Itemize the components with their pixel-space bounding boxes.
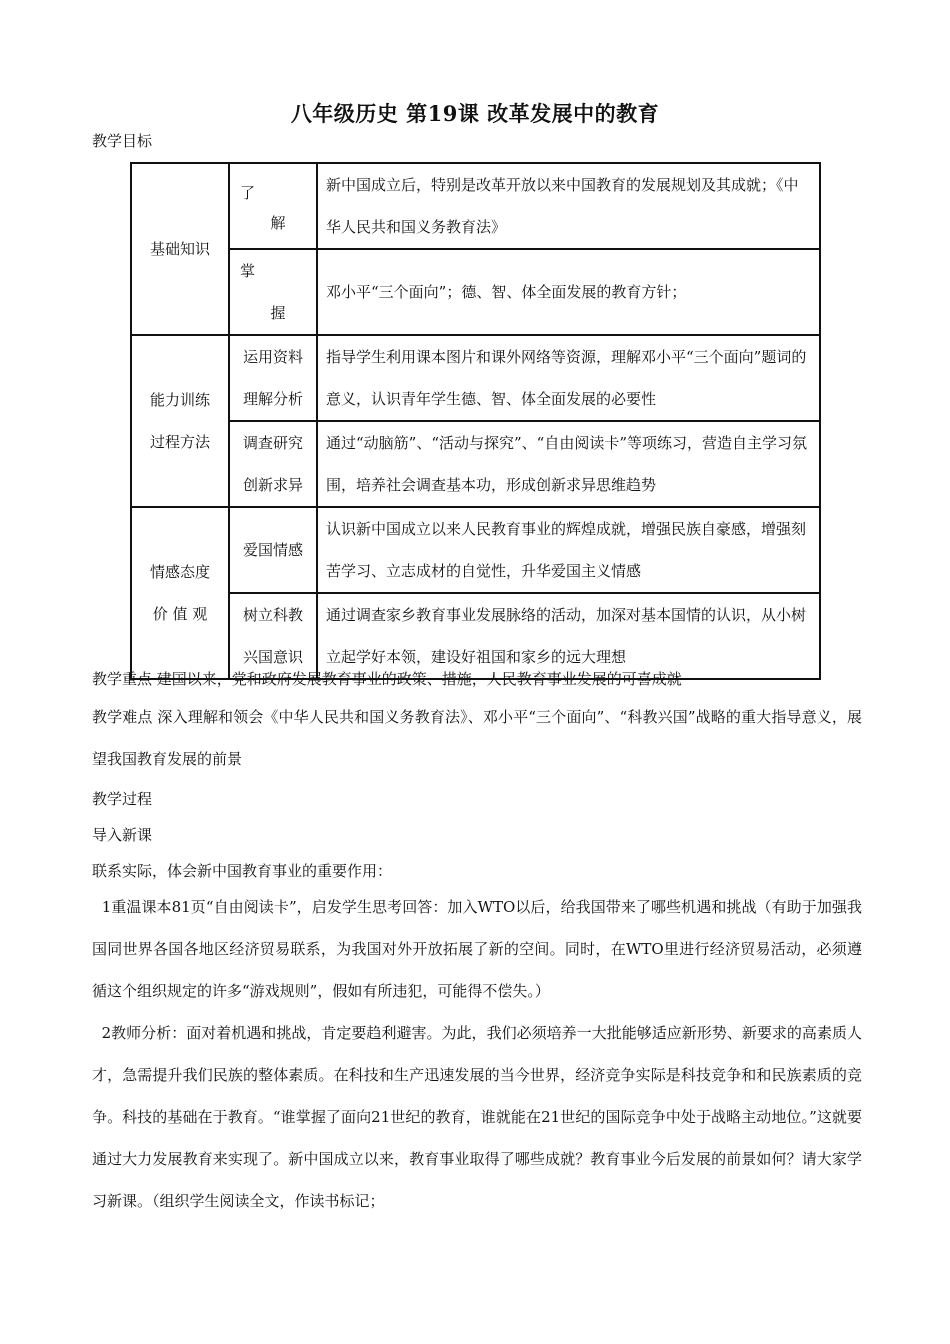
subcategory-label: 掌 xyxy=(240,262,256,280)
intro-text: 联系实际，体会新中国教育事业的重要作用： xyxy=(92,862,393,880)
subcategory-cell xyxy=(229,335,317,421)
subcategory-cell xyxy=(229,163,317,249)
content-cell: 通过“动脑筋”、“活动与探究”、“自由阅读卡”等项练习，营造自主学习氛围，培养社会调查基本功，形成创新求异思维趋势 xyxy=(317,421,820,507)
subcategory-label: 握 xyxy=(270,304,286,322)
category-cell xyxy=(131,335,229,507)
objectives-table xyxy=(130,162,821,680)
table-row xyxy=(131,163,820,249)
subcategory-label: 兴国意识 xyxy=(242,648,303,666)
subcategory-cell xyxy=(229,593,317,679)
category-label: 过程方法 xyxy=(149,433,210,451)
table-row xyxy=(131,335,820,421)
content-cell: 新中国成立后，特别是改革开放以来中国教育的发展规划及其成就；《中华人民共和国义务教育法》 xyxy=(317,163,820,249)
subcategory-label: 理解分析 xyxy=(242,390,303,408)
subcategory-label: 解 xyxy=(270,214,286,232)
subcategory-label: 调查研究 xyxy=(242,434,303,452)
subcategory-cell xyxy=(229,507,317,593)
category-label: 能力训练 xyxy=(149,391,210,409)
step-1-paragraph: 1重温课本81页“自由阅读卡”，启发学生思考回答：加入WTO以后，给我国带来了哪些机遇和挑战（有助于加强我国同世界各国各地区经济贸易联系，为我国对外开放拓展了新的空间。同时，在WTO里进行经济贸易活动，必须遵循这个组织规定的许多“游戏规则”，假如有所违犯，可能得不偿失。） xyxy=(92,898,862,1000)
content-cell: 指导学生利用课本图片和课外网络等资源，理解邓小平“三个面向”题词的意义，认识青年学生德、智、体全面发展的必要性 xyxy=(317,335,820,421)
content-cell: 邓小平“三个面向”；德、智、体全面发展的教育方针； xyxy=(317,249,820,335)
intro-heading: 导入新课 xyxy=(92,826,153,844)
subcategory-label: 了 xyxy=(240,184,256,202)
table-row xyxy=(131,593,820,679)
category-label: 基础知识 xyxy=(149,240,210,258)
key-point: 教学重点 建国以来，党和政府发展教育事业的政策、措施，人民教育事业发展的可喜成就 xyxy=(92,670,682,688)
subcategory-label: 运用资料 xyxy=(242,348,303,366)
category-label: 价 值 观 xyxy=(152,605,208,623)
process-heading: 教学过程 xyxy=(92,790,153,808)
table-row xyxy=(131,249,820,335)
table-row xyxy=(131,507,820,593)
subcategory-label: 树立科教 xyxy=(242,606,303,624)
objectives-heading: 教学目标 xyxy=(92,132,153,150)
difficult-point: 教学难点 深入理解和领会《中华人民共和国义务教育法》、邓小平“三个面向”、“科教兴国”战略的重大指导意义，展望我国教育发展的前景 xyxy=(92,708,862,768)
subcategory-cell xyxy=(229,421,317,507)
page-title: 八年级历史 第19课 改革发展中的教育 xyxy=(290,101,660,126)
category-label: 情感态度 xyxy=(149,563,210,581)
subcategory-label: 创新求异 xyxy=(242,476,303,494)
subcategory-cell xyxy=(229,249,317,335)
table-row xyxy=(131,421,820,507)
subcategory-label: 爱国情感 xyxy=(242,541,303,559)
content-cell: 通过调查家乡教育事业发展脉络的活动，加深对基本国情的认识，从小树立起学好本领，建设好祖国和家乡的远大理想 xyxy=(317,593,820,679)
category-cell xyxy=(131,163,229,335)
category-cell xyxy=(131,507,229,679)
content-cell: 认识新中国成立以来人民教育事业的辉煌成就，增强民族自豪感，增强刻苦学习、立志成材的自觉性，升华爱国主义情感 xyxy=(317,507,820,593)
step-2-paragraph: 2教师分析：面对着机遇和挑战，肯定要趋利避害。为此，我们必须培养一大批能够适应新形势、新要求的高素质人才，急需提升我们民族的整体素质。在科技和生产迅速发展的当今世界，经济竞争实际是科技竞争和和民族素质的竞争。科技的基础在于教育。“谁掌握了面向21世纪的教育，谁就能在21世纪的国际竞争中处于战略主动地位。”这就要通过大力发展教育来实现了。新中国成立以来，教育事业取得了哪些成就？教育事业今后发展的前景如何？请大家学习新课。（组织学生阅读全文，作读书标记； xyxy=(92,1024,862,1210)
